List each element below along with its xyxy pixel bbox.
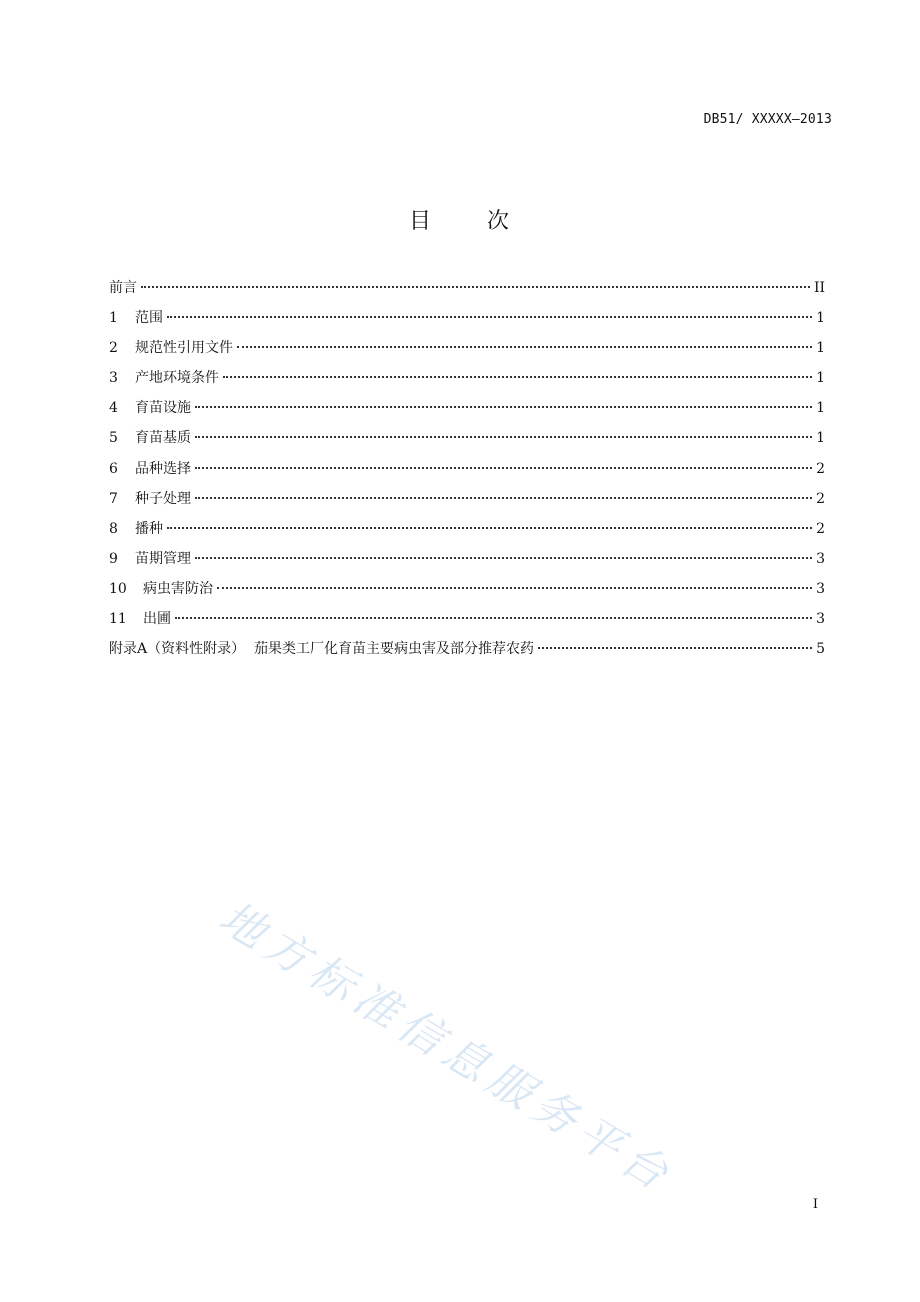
toc-dot-leader [195, 467, 812, 469]
toc-entry-label: 附录A（资料性附录） 茄果类工厂化育苗主要病虫害及部分推荐农药 [109, 641, 535, 658]
toc-entry-page: 1 [816, 310, 825, 327]
toc-dot-leader [195, 557, 812, 559]
toc-entry-2[interactable] [109, 336, 825, 366]
toc-entry-8[interactable] [109, 517, 825, 547]
toc-entry-page: 3 [816, 550, 825, 567]
toc-entry-1[interactable] [109, 306, 825, 336]
toc-entry-label: 前言 [109, 280, 137, 296]
toc-dot-leader [217, 587, 812, 589]
toc-dot-leader [167, 316, 812, 318]
toc-entry-number: 5 [109, 430, 118, 447]
toc-dot-leader [141, 286, 810, 288]
toc-entry-label: 产地环境条件 [135, 370, 219, 387]
toc-entry-page: 1 [816, 430, 825, 447]
toc-entry-page: 3 [816, 611, 825, 628]
toc-entry-label: 出圃 [143, 611, 171, 628]
toc-entry-10[interactable] [109, 577, 825, 607]
toc-dot-leader [223, 376, 812, 378]
toc-entry-11[interactable] [109, 607, 825, 637]
toc-entry-number: 3 [109, 370, 118, 387]
toc-entry-number: 7 [109, 490, 118, 507]
toc-entry-number: 6 [109, 460, 118, 477]
page-number: I [812, 1197, 818, 1212]
toc-entry-4[interactable] [109, 396, 825, 426]
toc-entry-page: 1 [816, 370, 825, 387]
toc-entry-number: 2 [109, 340, 118, 357]
toc-entry-label: 种子处理 [135, 490, 191, 507]
toc-dot-leader [167, 527, 812, 529]
toc-entry-number: 4 [109, 400, 118, 417]
toc-entry-page: 3 [816, 580, 825, 597]
toc-entry-label: 规范性引用文件 [135, 340, 233, 357]
toc-entry-5[interactable] [109, 426, 825, 456]
toc-entry-page: 1 [816, 340, 825, 357]
standard-code: DB51/ XXXXX—2013 [703, 112, 832, 127]
toc-dot-leader [195, 497, 812, 499]
toc-dot-leader [175, 617, 812, 619]
toc-entry-number: 9 [109, 550, 118, 567]
toc-entry-page: II [813, 280, 825, 296]
toc-dot-leader [195, 436, 812, 438]
toc-entry-9[interactable] [109, 547, 825, 577]
toc-entry-label: 播种 [135, 520, 163, 537]
toc-entry-label: 品种选择 [135, 460, 191, 477]
toc-entry-label: 育苗基质 [135, 430, 191, 447]
toc-entry-number: 1 [109, 310, 118, 327]
toc-entry-7[interactable] [109, 487, 825, 517]
toc-dot-leader [538, 647, 812, 649]
toc-entry-3[interactable] [109, 366, 825, 396]
toc-entry-number: 11 [109, 611, 127, 628]
watermark: 地方标准信息服务平台 [210, 891, 683, 1204]
toc-entry-page: 2 [816, 460, 825, 477]
toc-entry-label: 苗期管理 [135, 550, 191, 567]
toc-entry-number: 10 [109, 580, 127, 597]
toc-entry-page: 2 [816, 490, 825, 507]
toc-entry-page: 1 [816, 400, 825, 417]
table-of-contents [109, 276, 825, 667]
toc-dot-leader [195, 406, 812, 408]
toc-entry-page: 5 [816, 641, 825, 658]
toc-entry-number: 8 [109, 520, 118, 537]
toc-entry-6[interactable] [109, 457, 825, 487]
toc-entry-label: 范围 [135, 310, 163, 327]
toc-entry-label: 育苗设施 [135, 400, 191, 417]
toc-entry-appendix-a[interactable] [109, 637, 825, 667]
toc-entry-label: 病虫害防治 [143, 580, 213, 597]
toc-title: 目 次 [409, 209, 511, 234]
toc-dot-leader [237, 346, 812, 348]
toc-entry-page: 2 [816, 520, 825, 537]
toc-entry-foreword[interactable] [109, 276, 825, 306]
